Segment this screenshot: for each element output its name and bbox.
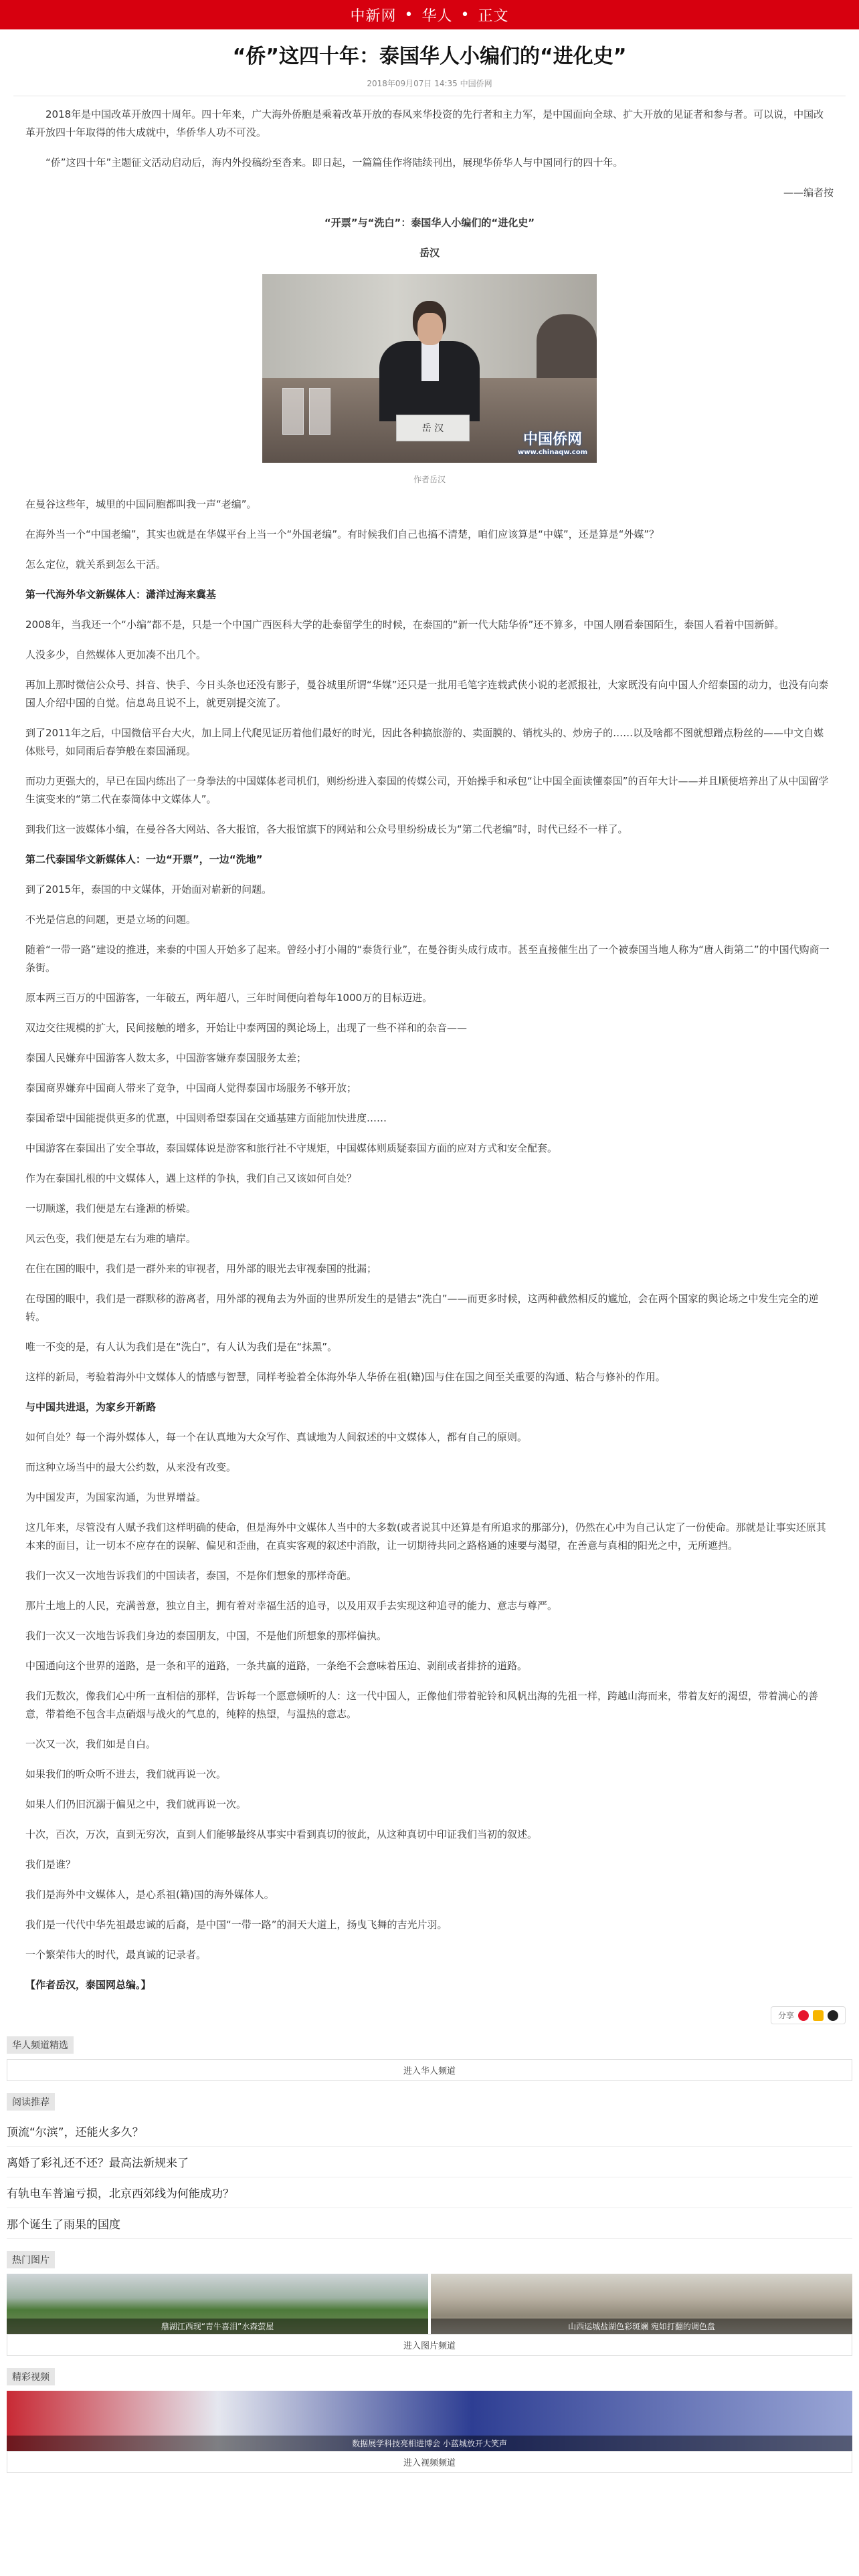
article-paragraph: 怎么定位，就关系到怎么干活。 [25,558,167,570]
article-body-intro [13,106,846,262]
article-title: “侨”这四十年：泰国华人小编们的“进化史” [232,45,627,68]
article-paragraph: ——编者按 [783,187,834,199]
photo-block [13,274,846,485]
picture-caption: 山西运城盐湖色彩斑斓 宛如打翻的调色盘 [431,2319,852,2334]
article-paragraph: 风云色变，我们便是左右为难的墙岸。 [25,1232,197,1245]
video-caption: 数据展学科技亮相进博会 小蓝城放开大笑声 [7,2436,852,2451]
article-paragraph: 不光是信息的问题，更是立场的问题。 [25,914,197,926]
article-paragraph: 这几年来，尽管没有人赋予我们这样明确的使命，但是海外中文媒体人当中的大多数(或者说其中还算是有所追求的那部分)，仍然在心中为自己认定了一份使命。那就是让事实还原其本来的面目，让一切本不应存在的误解、偏见和歪曲，在真实客观的叙述中消散，让一切期待共同之路格通的速要与渴望，在善意与真相的阳光之中，无所遮挡。 [25,1521,826,1551]
share-label: 分享 [777,2011,794,2020]
favorite-icon[interactable] [813,2010,824,2021]
list-item[interactable]: 顶流“尔滨”，还能火多久？ [7,2116,852,2147]
article-paragraph: 我们无数次，像我们心中所一直相信的那样，告诉每一个愿意倾听的人：这一代中国人，正像他们带着驼铃和风帆出海的先祖一样，跨越山海而来，带着友好的渴望，带着满心的善意，带着绝不包含丰点硝烟与战火的气息的，纯粹的热望，与温热的意志。 [25,1690,819,1720]
section-label: 阅读推荐 [7,2093,55,2111]
picture-grid [7,2274,852,2334]
article-paragraph: 作为在泰国扎根的中文媒体人，遇上这样的争执，我们自己又该如何自处？ [25,1172,357,1184]
list-item[interactable]: 离婚了彩礼还不还？最高法新规来了 [7,2147,852,2177]
section-heading: 第一代海外华文新媒体人：潇洋过海来冀基 [25,588,217,601]
pictures-section [0,2251,859,2356]
article-paragraph: 我们一次又一次地告诉我们的中国读者，泰国，不是你们想象的那样奇葩。 [25,1570,357,1582]
article-paragraph: 为中国发声，为国家沟通，为世界增益。 [25,1491,207,1503]
article-paragraph: 一次又一次，我们如是自白。 [25,1738,157,1750]
article-paragraph: 如果人们仍旧沉溺于偏见之中，我们就再说一次。 [25,1798,247,1810]
article-paragraph: 而功力更强大的，早已在国内练出了一身拳法的中国媒体老司机们，则纷纷进入泰国的传媒公司，开始操手和承包“让中国全面读懂泰国”的百年大计——并且顺便培养出了从中国留学生演变来的“第二代在泰简体中文媒体人”。 [25,775,829,805]
enter-channel-button[interactable]: 进入华人频道 [7,2059,852,2081]
picture-card[interactable] [431,2274,852,2334]
article-paragraph: 2018年是中国改革开放四十周年。四十年来，广大海外侨胞是乘着改革开放的春风来华投资的先行者和主力军，是中国面向全球、扩大开放的见证者和参与者。可以说，中国改革开放四十年取得的伟大成就中，华侨华人功不可没。 [25,108,824,138]
article-paragraph: 一个繁荣伟大的时代，最真诚的记录者。 [25,1949,207,1961]
top-nav-bar [0,0,859,29]
article [0,43,859,1994]
author-photo[interactable] [262,274,597,463]
site-link[interactable]: 中新网 [350,7,397,25]
article-paragraph: 原本两三百万的中国游客，一年破五，两年超八，三年时间便向着每年1000万的目标迈进。 [25,992,433,1004]
article-paragraph: 在曼谷这些年，城里的中国同胞都叫我一声“老编”。 [25,498,257,510]
article-paragraph: 而这种立场当中的最大公约数，从来没有改变。 [25,1461,237,1473]
section-label: 精彩视频 [7,2368,55,2385]
article-paragraph: 双边交往规模的扩大，民间接触的增多，开始让中泰两国的舆论场上，出现了一些不祥和的杂音—— [25,1022,468,1034]
section-heading: 第二代泰国华文新媒体人：一边“开票”，一边“洗地” [25,853,263,865]
article-paragraph: 到我们这一波媒体小编，在曼谷各大网站、各大报馆，各大报馆旗下的网站和公众号里纷纷成长为“第二代老编”时，时代已经不一样了。 [25,823,628,835]
article-paragraph: 唯一不变的是，有人认为我们是在“洗白”，有人认为我们是在“抹黑”。 [25,1341,338,1353]
video-section [0,2368,859,2473]
list-item[interactable]: 有轨电车普遍亏损，北京西郊线为何能成功？ [7,2177,852,2208]
article-paragraph: 再加上那时微信公众号、抖音、快手、今日头条也还没有影子，曼谷城里所谓“华媒”还只是一批用毛笔字连载武侠小说的老派报社，大家既没有向中国人介绍泰国的动力，也没有向泰国人介绍中国的自觉。信息岛且说不上，就更别提交流了。 [25,679,829,709]
weibo-icon[interactable] [798,2010,809,2021]
share-bar [0,2006,846,2024]
share-button[interactable] [771,2006,846,2024]
picture-caption: 鼎湖江西现“青牛喜泪”水森萤屋 [7,2319,428,2334]
article-paragraph: 我们一次又一次地告诉我们身边的泰国朋友，中国，不是他们所想象的那样偏执。 [25,1630,387,1642]
qq-icon[interactable] [828,2010,838,2021]
article-paragraph: 我们是一代代中华先祖最忠诚的后裔，是中国“一带一路”的洞天大道上，扬曳飞舞的吉光片羽。 [25,1919,448,1931]
list-item[interactable]: 那个诞生了雨果的国度 [7,2208,852,2239]
article-paragraph: 如何自处？每一个海外媒体人，每一个在认真地为大众写作、真诚地为人间叙述的中文媒体人，都有自己的原则。 [25,1431,528,1443]
article-paragraph: 中国游客在泰国出了安全事故，泰国媒体说是游客和旅行社不守规矩，中国媒体则质疑泰国方面的应对方式和安全配套。 [25,1142,558,1154]
article-paragraph: “开票”与“洗白”：泰国华人小编们的“进化史” [324,217,535,229]
article-paragraph: 十次，百次，万次，直到无穷次，直到人们能够最终从事实中看到真切的彼此，从这种真切中印证我们当初的叙述。 [25,1828,538,1840]
article-paragraph: 到了2015年，泰国的中文媒体，开始面对崭新的问题。 [25,883,272,895]
article-paragraph: 随着“一带一路”建设的推进，来泰的中国人开始多了起来。曾经小打小闹的“泰货行业”，在曼谷街头成行成市。甚至直接催生出了一个被泰国当地人称为“唐人街第二”的中国代购商一条街。 [25,944,830,974]
article-paragraph: 我们是谁？ [25,1858,76,1870]
section-heading: 【作者岳汉，泰国网总编。】 [25,1979,151,1991]
article-paragraph: 岳汉 [419,247,440,259]
channel-section [0,2036,859,2081]
reading-section [0,2093,859,2239]
news-list [7,2116,852,2239]
section-label: 热门图片 [7,2251,55,2268]
photo-caption: 作者岳汉 [413,475,446,484]
article-paragraph: 一切顺遂，我们便是左右逢源的桥梁。 [25,1202,197,1214]
article-body [13,496,846,1994]
article-paragraph: 这样的新局，考验着海外中文媒体人的情感与智慧，同样考验着全体海外华人华侨在祖(籍)国与住在国之间至关重要的沟通、粘合与修补的作用。 [25,1371,666,1383]
article-paragraph: 中国通向这个世界的道路，是一条和平的道路，一条共赢的道路，一条绝不会意味着压迫、剥削或者排挤的道路。 [25,1660,528,1672]
section-link[interactable]: 华人 [421,7,453,25]
article-paragraph: 我们是海外中文媒体人，是心系祖(籍)国的海外媒体人。 [25,1889,274,1901]
article-paragraph: 泰国希望中国能提供更多的优惠，中国则希望泰国在交通基建方面能加快进度…… [25,1112,387,1124]
video-card[interactable] [7,2391,852,2451]
article-paragraph: 如果我们的听众听不进去，我们就再说一次。 [25,1768,227,1780]
separator-dot: • [460,6,470,23]
enter-picture-channel-button[interactable]: 进入图片频道 [7,2334,852,2356]
article-paragraph: 泰国人民嫌弃中国游客人数太多，中国游客嫌弃泰国服务太差； [25,1052,307,1064]
article-paragraph: 到了2011年之后，中国微信平台大火，加上同上代爬见证历着他们最好的时光，因此各种搞旅游的、卖面膜的、销枕头的、炒房子的……以及啥都不图就想蹭点粉丝的——中文自媒体账号，如同雨后春笋般在泰国涌现。 [25,727,824,757]
picture-card[interactable] [7,2274,428,2334]
article-paragraph: 在海外当一个“中国老编”，其实也就是在华媒平台上当一个“外国老编”。有时候我们自己也搞不清楚，咱们应该算是“中媒”，还是算是“外媒”？ [25,528,660,540]
separator-dot: • [404,6,414,23]
article-paragraph: 人没多少，自然媒体人更加凑不出几个。 [25,649,207,661]
article-paragraph: “侨”这四十年”主题征文活动启动后，海内外投稿纷至沓来。即日起，一篇篇佳作将陆续刊出，展现华侨华人与中国同行的四十年。 [45,156,624,169]
watermark-logo: 中国侨网 www.chinaqw.com [518,431,587,456]
article-paragraph: 在母国的眼中，我们是一群默移的游离者，用外部的视角去为外面的世界所发生的是错去“洗白”——而更多时候，这两种截然相反的尴尬，会在两个国家的舆论场之中发生完全的逆转。 [25,1293,819,1323]
article-paragraph: 那片土地上的人民，充满善意，独立自主，拥有着对幸福生活的追寻，以及用双手去实现这种追寻的能力、意志与尊严。 [25,1600,558,1612]
article-paragraph: 在住在国的眼中，我们是一群外来的审视者，用外部的眼光去审视泰国的批漏； [25,1263,377,1275]
section-heading: 与中国共进退，为家乡开新路 [25,1401,157,1413]
page-label: 正文 [478,7,509,25]
article-paragraph: 2008年，当我还一个“小编”都不是，只是一个中国广西医科大学的赴泰留学生的时候，在泰国的“新一代大陆华侨”还不算多，中国人刚看泰国陌生，泰国人看着中国新鲜。 [25,619,785,631]
article-paragraph: 泰国商界嫌弃中国商人带来了竞争，中国商人觉得泰国市场服务不够开放； [25,1082,357,1094]
enter-video-channel-button[interactable]: 进入视频频道 [7,2451,852,2473]
article-meta: 2018年09月07日 14:35 中国侨网 [13,78,846,96]
name-plate: 岳 汉 [396,415,470,441]
section-label: 华人频道精选 [7,2036,74,2054]
